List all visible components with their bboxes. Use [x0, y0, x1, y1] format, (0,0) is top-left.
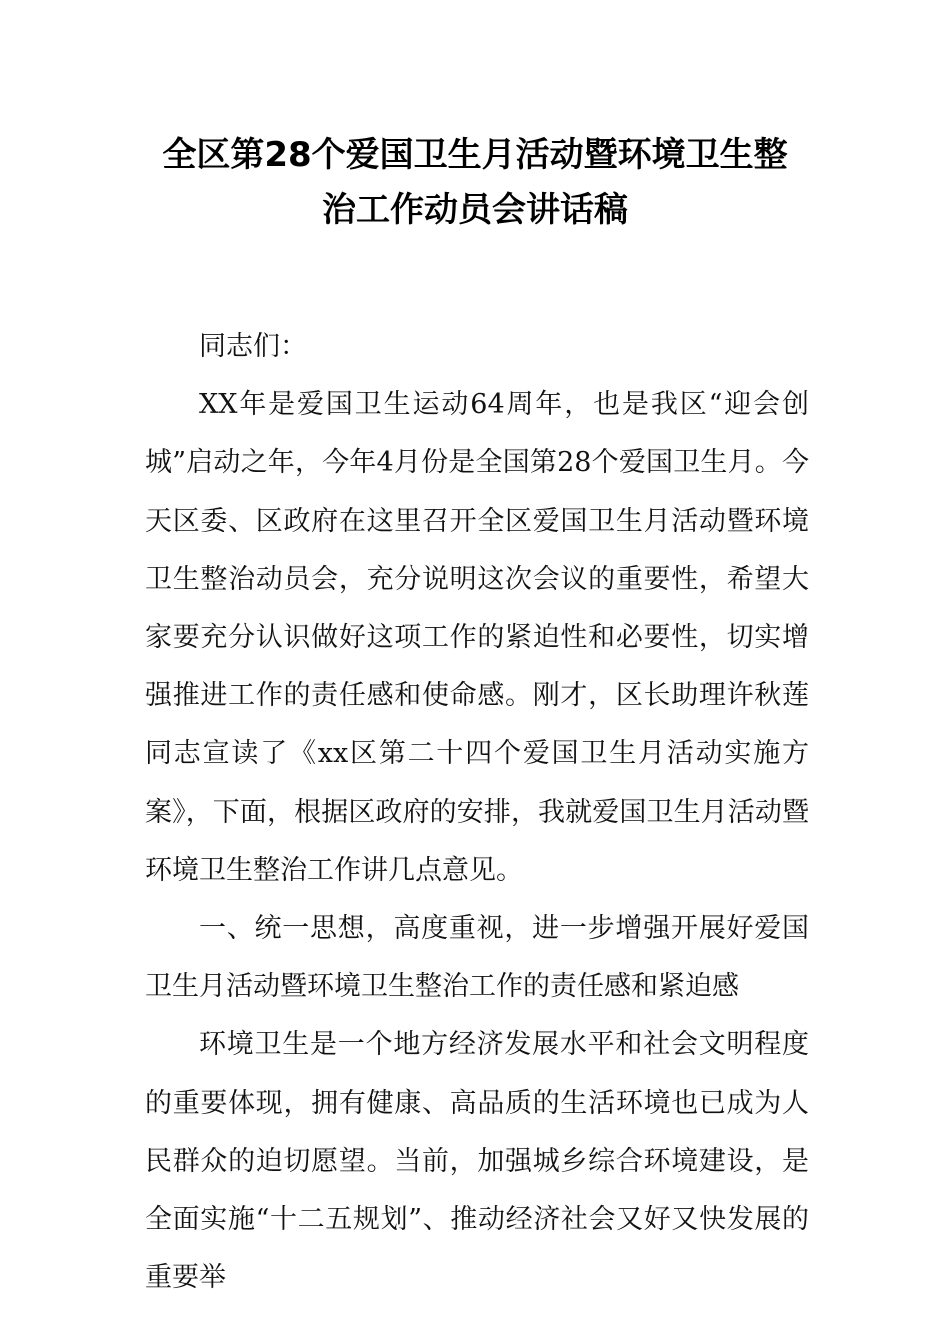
salutation: 同志们：	[199, 331, 307, 362]
document-title	[140, 128, 810, 238]
paragraph-intro: XX年是爱国卫生运动64周年，也是我区“迎会创城”启动之年，今年4月份是全国第28个爱国卫生月。今天区委、区政府在这里召开全区爱国卫生月活动暨环境卫生整治动员会，充分说明这次会议的重要性，希望大家要充分认识做好这项工作的紧迫性和必要性，切实增强推进工作的责任感和使命感。刚才，区长助理许秋莲同志宣读了《xx区第二十四个爱国卫生月活动实施方案》，下面，根据区政府的安排，我就爱国卫生月活动暨环境卫生整治工作讲几点意见。	[145, 389, 809, 886]
document-title-line-2: 治工作动员会讲话稿	[322, 190, 628, 230]
paragraph-environment: 环境卫生是一个地方经济发展水平和社会文明程度的重要体现，拥有健康、高品质的生活环境也已成为人民群众的迫切愿望。当前，加强城乡综合环境建设，是全面实施“十二五规划”、推动经济社会又好又快发展的重要举	[145, 1029, 809, 1294]
document-body	[145, 318, 809, 1307]
section-heading-1: 一、统一思想，高度重视，进一步增强开展好爱国卫生月活动暨环境卫生整治工作的责任感和紧迫感	[145, 913, 809, 1003]
document-title-line-1: 全区第28个爱国卫生月活动暨环境卫生整	[162, 135, 788, 175]
